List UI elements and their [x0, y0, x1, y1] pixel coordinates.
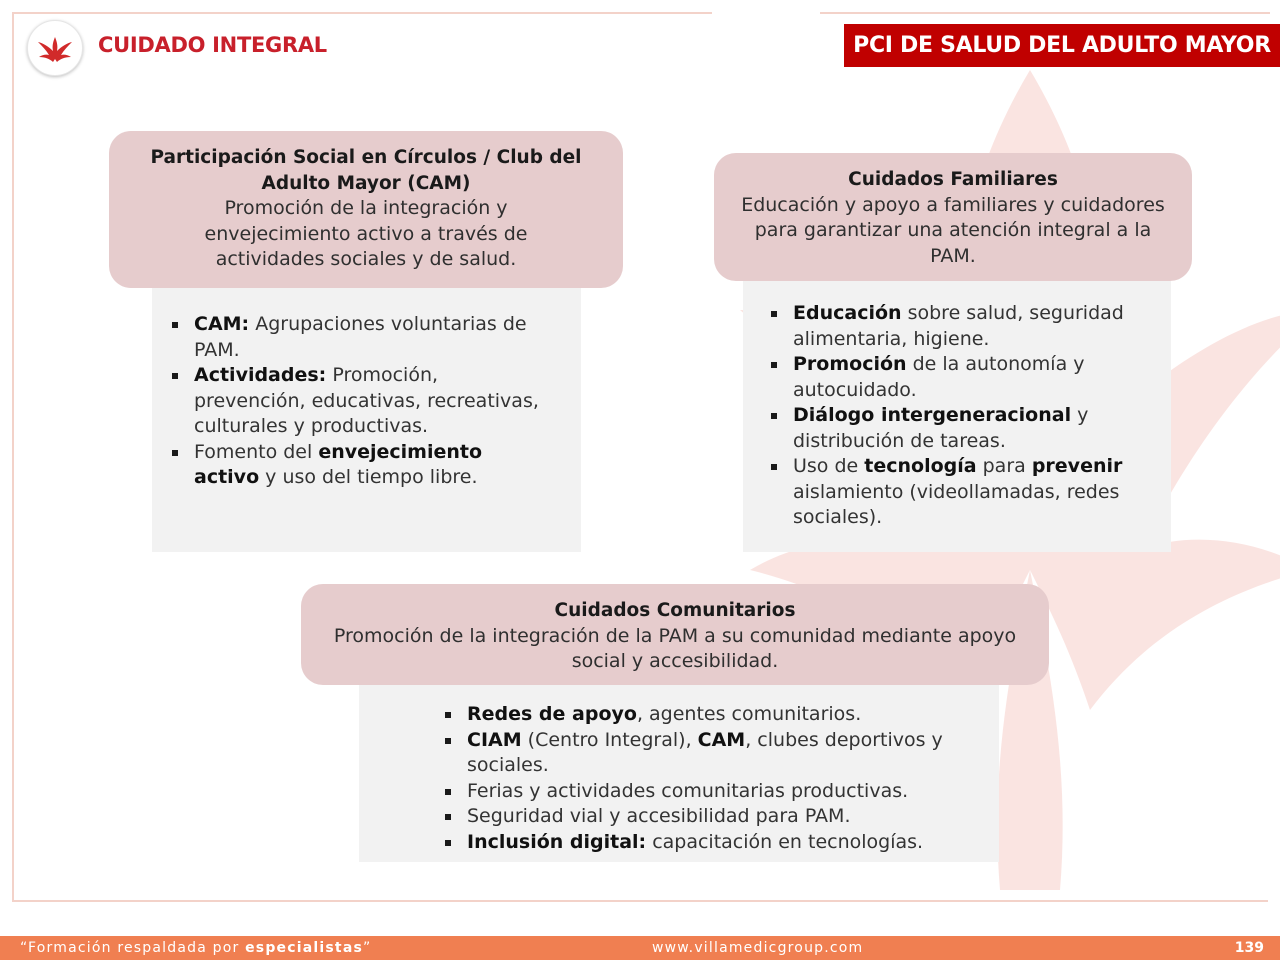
card-comunitarios-list [359, 678, 999, 862]
frame-top-line [12, 12, 712, 14]
phoenix-logo-icon [37, 33, 73, 63]
section-title: CUIDADO INTEGRAL [98, 33, 327, 57]
card-cam-description: Promoción de la integración y envejecimiento activo a través de actividades sociales y de salud. [204, 197, 528, 270]
footer-bar [0, 936, 1280, 960]
card-comunitarios-title: Cuidados Comunitarios [554, 600, 796, 621]
list-item: Educación sobre salud, seguridad alimentaria, higiene. [769, 301, 1154, 352]
card-cam-list [152, 282, 581, 552]
list-item: Diálogo intergeneracional y distribución de tareas. [769, 403, 1154, 454]
card-comunitarios-header [301, 584, 1049, 685]
list-item: Seguridad vial y accesibilidad para PAM. [443, 804, 983, 830]
logo [27, 20, 83, 76]
card-familiares-header [714, 153, 1192, 281]
footer-website-link[interactable]: www.villamedicgroup.com [652, 940, 864, 956]
footer-quote: “Formación respaldada por especialistas” [20, 940, 372, 956]
card-cam-header [109, 131, 623, 288]
list-item: CIAM (Centro Integral), CAM, clubes deportivos y sociales. [443, 728, 983, 779]
card-familiares-title: Cuidados Familiares [848, 169, 1058, 190]
list-item: Promoción de la autonomía y autocuidado. [769, 352, 1154, 403]
card-cam-title: Participación Social en Círculos / Club del Adulto Mayor (CAM) [150, 147, 582, 194]
frame-left-line [12, 12, 14, 902]
list-item: Actividades: Promoción, prevención, educativas, recreativas, culturales y productivas. [170, 363, 550, 440]
page-number: 139 [1234, 940, 1264, 956]
list-item: Redes de apoyo, agentes comunitarios. [443, 702, 983, 728]
page-banner: PCI DE SALUD DEL ADULTO MAYOR [844, 24, 1280, 67]
list-item: Ferias y actividades comunitarias productivas. [443, 779, 983, 805]
list-item: Inclusión digital: capacitación en tecnologías. [443, 830, 983, 856]
list-item: Uso de tecnología para prevenir aislamiento (videollamadas, redes sociales). [769, 454, 1154, 531]
list-item: CAM: Agrupaciones voluntarias de PAM. [170, 312, 550, 363]
card-familiares-list [743, 272, 1171, 552]
card-comunitarios-description: Promoción de la integración de la PAM a su comunidad mediante apoyo social y accesibilidad. [333, 624, 1017, 672]
card-familiares-description: Educación y apoyo a familiares y cuidadores para garantizar una atención integral a la PAM. [741, 193, 1165, 267]
list-item: Fomento del envejecimiento activo y uso del tiempo libre. [170, 440, 550, 491]
